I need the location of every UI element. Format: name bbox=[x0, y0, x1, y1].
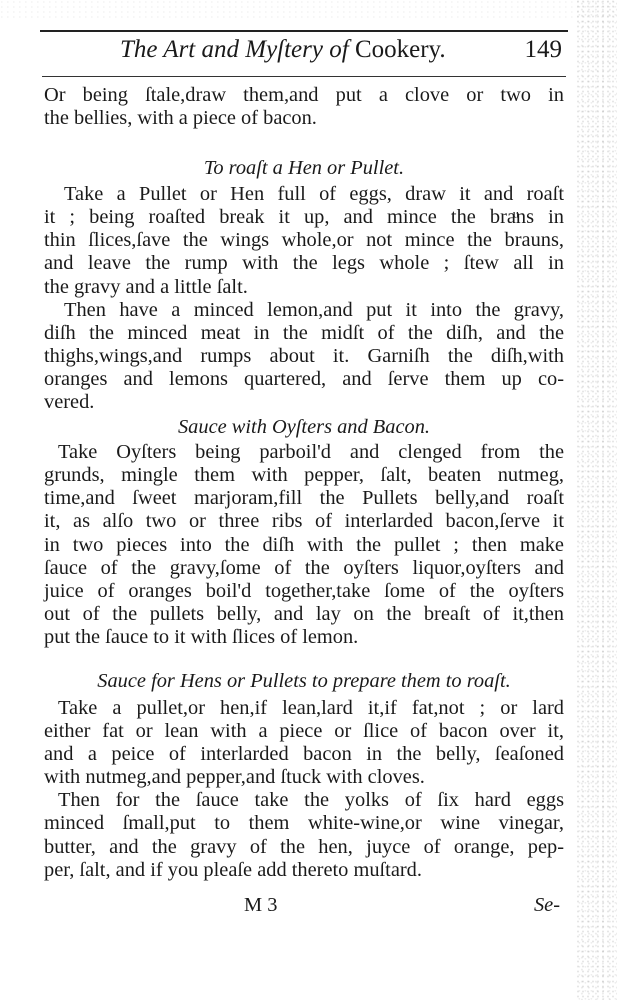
running-title-roman: Cookery. bbox=[348, 36, 446, 63]
text-line: Take Oyſters being parboil'd and clenged from the bbox=[58, 441, 564, 464]
text-line: time,and ſweet marjoram,fill the Pullets belly,and roaſt bbox=[44, 487, 564, 510]
text-line: it, as alſo two or three ribs of interlarded bacon,ſerve it bbox=[44, 510, 564, 533]
text-line: per, ſalt, and if you pleaſe add thereto muſtard. bbox=[44, 858, 422, 881]
text-line: butter, and the gravy of the hen, juyce of orange, pep- bbox=[44, 835, 564, 858]
text-line: vered. bbox=[44, 391, 95, 414]
text-line: the gravy and a little ſalt. bbox=[44, 275, 248, 298]
scan-edge-texture bbox=[577, 0, 617, 1000]
text-line: out of the pullets belly, and lay on the breaſt of it,then bbox=[44, 602, 564, 625]
text-line: ſauce of the gravy,ſome of the oyſters liquor,oyſters and bbox=[44, 556, 564, 579]
paragraph bbox=[44, 697, 564, 789]
paragraph bbox=[44, 441, 564, 649]
catchword: Se- bbox=[533, 894, 560, 916]
paragraph bbox=[44, 789, 564, 881]
text-line: and leave the rump with the legs whole ; ſtew all in bbox=[44, 252, 564, 275]
text-line: Take a pullet,or hen,if lean,lard it,if fat,not ; or lard bbox=[58, 696, 564, 719]
page-number: 149 bbox=[524, 36, 562, 63]
text-line: put the ſauce to it with ſlices of lemon. bbox=[44, 625, 359, 648]
text-line: Then for the ſauce take the yolks of ſix hard eggs bbox=[58, 789, 564, 812]
header-rule-top bbox=[40, 30, 568, 32]
text-line: and a peice of interlarded bacon in the belly, ſeaſoned bbox=[44, 743, 564, 766]
text-line: minced ſmall,put to them white-wine,or wine vinegar, bbox=[44, 812, 564, 835]
text-line: it ; being roaſted break it up, and mince the braͧns in bbox=[44, 206, 564, 229]
text-line: Take a Pullet or Hen full of eggs, draw it and roaſt bbox=[64, 183, 564, 206]
page-footer bbox=[44, 894, 564, 922]
running-head bbox=[40, 36, 568, 72]
scan-top-texture bbox=[0, 0, 617, 18]
section-heading: Sauce for Hens or Pullets to prepare them to roaſt. bbox=[97, 669, 511, 692]
header-rule-bottom bbox=[42, 76, 566, 77]
text-line: juice of oranges boil'd together,take ſome of the oyſters bbox=[44, 579, 564, 602]
text-line: grunds, mingle them with pepper, ſalt, beaten nutmeg, bbox=[44, 464, 564, 487]
running-title bbox=[40, 36, 446, 64]
text-line: oranges and lemons quartered, and ſerve them up co- bbox=[44, 367, 564, 390]
paragraph bbox=[44, 183, 564, 298]
section-heading: Sauce with Oyſters and Bacon. bbox=[177, 416, 430, 439]
text-line: Then have a minced lemon,and put it into the gravy, bbox=[64, 298, 564, 321]
text-line: Or being ſtale,draw them,and put a clove or two in bbox=[44, 84, 564, 106]
text-line: either fat or lean with a piece or ſlice of bacon over it, bbox=[44, 720, 564, 743]
text-line: thighs,wings,and rumps about it. Garniſh the diſh,with bbox=[44, 344, 564, 367]
running-title-italic: The Art and Myſtery of bbox=[120, 36, 349, 63]
paragraph bbox=[44, 299, 564, 414]
signature-mark: M 3 bbox=[244, 894, 278, 916]
text-line: in two pieces into the diſh with the pullet ; then make bbox=[44, 533, 564, 556]
text-line: the bellies, with a piece of bacon. bbox=[44, 107, 317, 130]
section-heading: To roaſt a Hen or Pullet. bbox=[203, 157, 405, 180]
paragraph bbox=[44, 84, 564, 130]
text-line: diſh the minced meat in the midſt of the diſh, and the bbox=[44, 321, 564, 344]
page-text bbox=[44, 84, 564, 882]
text-line: thin ſlices,ſave the wings whole,or not mince the brauns, bbox=[44, 229, 564, 252]
text-line: with nutmeg,and pepper,and ſtuck with cloves. bbox=[44, 766, 425, 789]
